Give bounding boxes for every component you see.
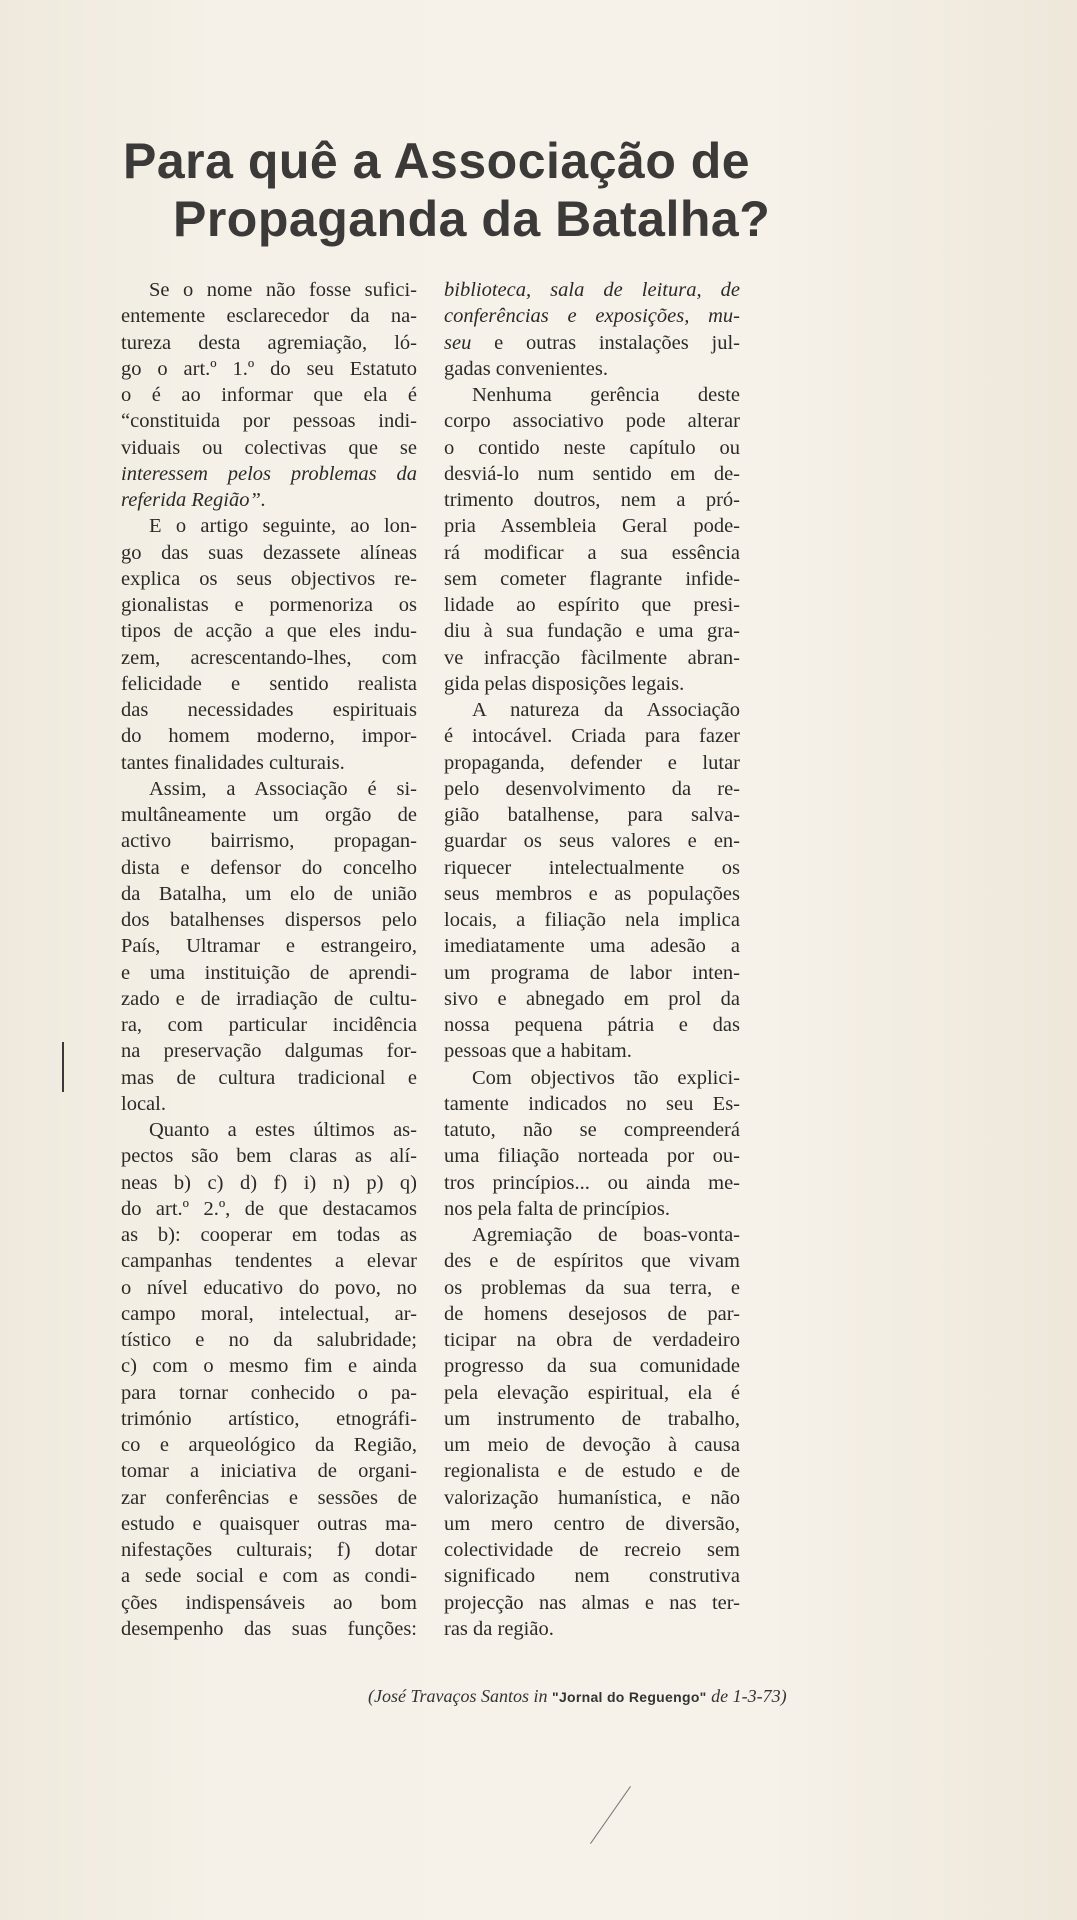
text-line: mas de cultura tradicional e [121,1066,417,1089]
text-line [444,330,740,356]
text-line: nos pela falta de princípios. [444,1197,671,1220]
text-line: de homens desejosos de par- [444,1302,740,1325]
text-line: corpo associativo pode alterar [444,410,740,433]
article-title [123,132,771,248]
text-line: pria Assembleia Geral pode- [444,515,740,538]
text-line: do art.º 2.º, de que destacamos [121,1197,417,1220]
citation [368,1686,787,1707]
text-line: A natureza da Associação [472,699,740,721]
text-line: desempenho das suas funções: [121,1617,417,1640]
citation-date: de 1-3-73) [706,1686,787,1706]
text-line: Se o nome não fosse sufici- [149,279,417,301]
text-line: os problemas da sua terra, e [444,1276,740,1299]
text-line: “constituida por pessoas indi- [121,410,417,433]
text-line: o nível educativo do povo, no [121,1276,417,1299]
text-line: na preservação dalgumas for- [121,1040,417,1063]
text-line: Nenhuma gerência deste [472,384,740,406]
text-line: neas b) c) d) f) i) n) p) q) [121,1171,417,1194]
text-line: da Batalha, um elo de união [121,882,417,905]
text-line: Agremiação de boas-vonta- [472,1224,740,1246]
text-line: explica os seus objectivos re- [121,567,417,590]
text-line: País, Ultramar e estrangeiro, [121,935,417,958]
text-line: um meio de devoção à causa [444,1434,740,1456]
text-line: referida Região”. [121,489,267,511]
text-line: guardar os seus valores e en- [444,830,740,853]
citation-newspaper: "Jornal do Reguengo" [552,1689,707,1705]
text-line: colectividade de recreio sem [444,1539,740,1561]
text-line: nifestações culturais; f) dotar [121,1539,417,1561]
text-line: tístico e no da salubridade; [121,1329,417,1351]
margin-pencil-mark [62,1042,64,1092]
text-line: do homem moderno, impor- [121,725,417,748]
text-line: é intocável. Criada para fazer [444,725,740,748]
text-line: trimento doutros, nem a pró- [444,489,740,511]
text-line: pectos são bem claras as alí- [121,1145,417,1168]
text-line: das necessidades espirituais [121,699,417,721]
text-line: ticipar na obra de verdadeiro [444,1329,740,1351]
text-line: dos batalhenses dispersos pelo [121,909,417,931]
text-line: tomar a iniciativa de organi- [121,1460,417,1483]
text-line: ras da região. [444,1617,554,1640]
citation-author: (José Travaços Santos in [368,1686,552,1706]
text-line: progresso da sua comunidade [444,1355,740,1378]
text-line: sem cometer flagrante infide- [444,567,740,590]
text-line: co e arqueológico da Região, [121,1434,417,1456]
text-line: estudo e quaisquer outras ma- [121,1512,417,1535]
title-line: Para quê a Associação de [123,133,751,189]
text-line: tamente indicados no seu Es- [444,1092,740,1115]
text-line: imediatamente uma adesão a [444,935,740,958]
text-line: propaganda, defender e lutar [444,751,740,774]
text-line: felicidade e sentido realista [121,672,417,695]
text-line: des e de espíritos que vivam [444,1250,740,1273]
text-line: tureza desta agremiação, ló- [121,331,417,354]
text-line: as b): cooperar em todas as [121,1224,417,1246]
text-line: riquecer intelectualmente os [444,856,740,879]
text-line: lidade ao espírito que presi- [444,594,740,616]
text-segment: e outras instalações jul- [471,331,740,354]
text-line: nossa pequena pátria e das [444,1014,740,1036]
text-line: gadas convenientes. [444,357,608,380]
text-line: Assim, a Associação é si- [149,777,417,800]
text-line: interessem pelos problemas da [121,462,417,485]
text-line: o é ao informar que ela é [121,384,417,406]
text-line: pessoas que a habitam. [444,1040,632,1063]
text-line: multâneamente um orgão de [121,804,417,826]
text-line: go das suas dezassete alíneas [121,541,417,564]
text-line: uma filiação norteada por ou- [444,1145,740,1168]
text-line: diu à sua fundação e uma gra- [444,620,740,643]
text-line: zem, acrescentando-lhes, com [121,646,417,669]
title-line: Propaganda da Batalha? [173,191,771,247]
text-line: viduais ou colectivas que se [121,436,417,459]
text-line: rá modificar a sua essência [444,541,740,564]
text-line: locais, a filiação nela implica [444,909,740,931]
italic-text: seu [444,331,472,354]
text-line: tros princípios... ou ainda me- [444,1171,740,1194]
text-line: ções indispensáveis ao bom [121,1591,417,1614]
text-line: dista e defensor do concelho [121,856,417,879]
text-line: e uma instituição de aprendi- [121,961,417,984]
text-line: seus membros e as populações [444,882,740,905]
text-line: ve infracção fàcilmente abran- [444,646,740,669]
text-line: Quanto a estes últimos as- [149,1119,417,1141]
text-line: local. [121,1092,166,1115]
text-line: Com objectivos tão explici- [472,1066,740,1089]
text-line: um mero centro de diversão, [444,1512,740,1535]
text-line: um programa de labor inten- [444,961,740,984]
text-line: significado nem construtiva [444,1565,740,1588]
text-line: gionalistas e pormenoriza os [121,594,417,616]
text-line: desviá-lo num sentido em de- [444,462,740,485]
text-line: conferências e exposições, mu- [444,305,740,328]
text-line: projecção nas almas e nas ter- [444,1591,740,1614]
text-line: tantes finalidades culturais. [121,751,345,774]
text-line: a sede social e com as condi- [121,1565,417,1588]
text-line: regionalista e de estudo e de [444,1460,740,1483]
text-line: campanhas tendentes a elevar [121,1250,417,1273]
text-line: gião batalhense, para salva- [444,804,740,826]
text-line: biblioteca, sala de leitura, de [444,279,740,301]
text-line: ra, com particular incidência [121,1014,417,1036]
text-line: sivo e abnegado em prol da [444,987,740,1010]
text-line: zar conferências e sessões de [121,1486,417,1509]
text-line: para tornar conhecido o pa- [121,1381,417,1404]
text-line: c) com o mesmo fim e ainda [121,1355,417,1378]
text-line: campo moral, intelectual, ar- [121,1302,417,1325]
text-line: tatuto, não se compreenderá [444,1119,740,1141]
text-line: gida pelas disposições legais. [444,672,685,695]
text-line: E o artigo seguinte, ao lon- [149,515,417,538]
text-line: trimónio artístico, etnográfi- [121,1407,417,1430]
text-line: tipos de acção a que eles indu- [121,620,417,643]
right-column [444,277,740,1642]
text-line: valorização humanística, e não [444,1486,740,1509]
text-line: pela elevação espiritual, ela é [444,1381,740,1404]
text-line: o contido neste capítulo ou [444,436,740,459]
text-line: um instrumento de trabalho, [444,1407,740,1430]
left-column [121,277,417,1642]
text-line: entemente esclarecedor da na- [121,305,417,328]
text-line: zado e de irradiação de cultu- [121,987,417,1010]
text-line: pelo desenvolvimento da re- [444,777,740,800]
text-line: activo bairrismo, propagan- [121,830,417,853]
text-line: go o art.º 1.º do seu Estatuto [121,357,417,380]
